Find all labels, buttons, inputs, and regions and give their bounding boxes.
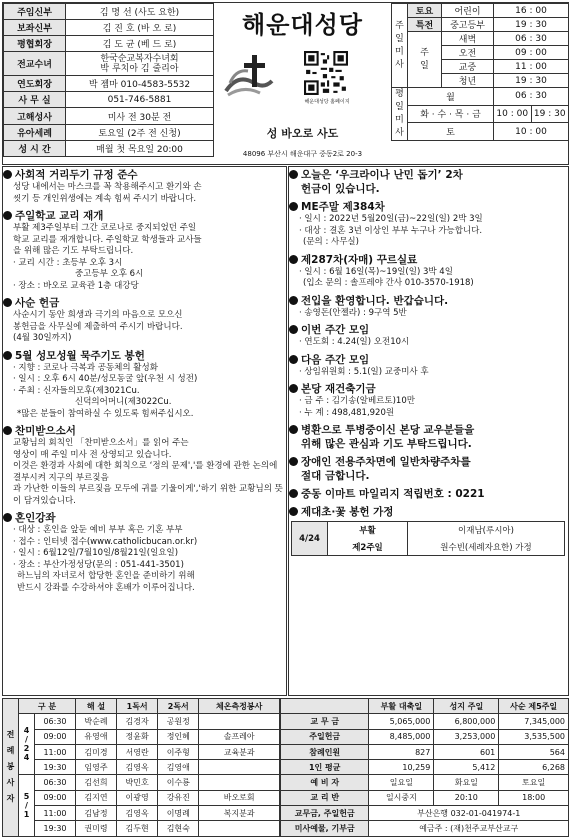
- notice-prayer: [289, 423, 568, 451]
- notice-title: 주일학교 교리 재개: [15, 210, 104, 222]
- notice-line: (4월 30일까지): [13, 333, 72, 343]
- mass-name: 중고등부: [442, 18, 494, 32]
- finance-value: 827: [369, 744, 434, 759]
- finance-row: [281, 760, 569, 775]
- bank-row: [281, 821, 569, 836]
- bank-label: 교무금, 주일헌금: [281, 806, 369, 821]
- catechumen-day: 화요일: [434, 775, 499, 790]
- staff-value: 토요일 (2주 전 신청): [66, 124, 214, 140]
- notice-section: [3, 511, 285, 594]
- notice-line: 중고등부 오후 6시: [75, 269, 144, 279]
- notice-line: (입소 문의 : 솔프레야 간사 010-3570-1918): [303, 278, 474, 288]
- staff-value: [66, 52, 214, 76]
- roster-cell: [199, 775, 280, 790]
- staff-role: 주임신부: [4, 4, 66, 20]
- bullet-icon: [289, 425, 298, 434]
- roster-head-cell: 1독서: [117, 699, 158, 714]
- catechumen-day: 일요일: [369, 775, 434, 790]
- bullet-icon: [3, 298, 12, 307]
- mass-name: 청년: [442, 74, 494, 88]
- notice-building-fund: [289, 382, 568, 419]
- notice-section: [3, 424, 285, 507]
- staff-value: 박 젬마 010-4583-5532: [66, 76, 214, 92]
- bank-row: [281, 806, 569, 821]
- finance-table: [280, 698, 569, 837]
- catechumen-day: 토요일: [499, 775, 569, 790]
- roster-cell: 임영주: [75, 760, 116, 775]
- notice-line: · 일시 : 2022년 5월20일(금)~22일(일) 2박 3일: [299, 214, 483, 224]
- bullet-icon: [289, 296, 298, 305]
- staff-value: 미사 전 30분 전: [66, 108, 214, 124]
- roster-date: 5 / 1: [19, 775, 35, 836]
- mass-time: 06 : 30: [494, 32, 569, 46]
- notice-flowers: [289, 505, 568, 556]
- notice-line: 봉헌금을 사무실에 제출하여 주시기 바랍니다.: [13, 321, 183, 332]
- roster-cell: 06:30: [35, 775, 76, 790]
- notice-line: · 누 계 : 498,481,920원: [299, 407, 395, 418]
- notice-line: 하느님의 자녀로서 합당한 혼인을 준비하기 위해: [17, 571, 195, 581]
- roster-cell: 11:00: [35, 806, 76, 821]
- flower-offering-table: [291, 521, 565, 556]
- roster-row: [3, 760, 280, 775]
- offer-family-2: 원수빈(세례자요한) 가정: [408, 539, 565, 556]
- notice-line: 교황님의 회칙인 「찬미받으소서」를 읽어 주는: [13, 438, 189, 448]
- notice-title: 혼인강좌: [15, 512, 56, 524]
- left-column: [3, 168, 285, 598]
- bullet-icon: [289, 355, 298, 364]
- catechism-time: 20:10: [434, 790, 499, 805]
- finance-value: 8,485,000: [369, 729, 434, 744]
- roster-cell: 박순례: [75, 714, 116, 729]
- roster-cell: 김선희: [75, 775, 116, 790]
- roster-cell: 김두현: [117, 821, 158, 836]
- roster-head-cell: 해 설: [75, 699, 116, 714]
- notice-emart: [289, 487, 568, 501]
- parish-address: 48096 부산시 해운대구 중동2로 20-3: [242, 150, 363, 158]
- sunday-mass-label: 주 일 미 사: [392, 4, 408, 88]
- catechism-row: [281, 790, 569, 805]
- notice-line: · 대상 : 혼인을 앞둔 예비 부부 혹은 기혼 부부: [13, 525, 183, 535]
- finance-value: 5,065,000: [369, 714, 434, 729]
- bullet-icon: [289, 489, 298, 498]
- notice-line: 을 위해 많은 기도 부탁드립니다.: [13, 246, 134, 256]
- header-center: [214, 3, 391, 164]
- staff-role: 유아세례: [4, 124, 66, 140]
- notice-line: · 장소 : 바오로 교육관 1층 대강당: [13, 280, 139, 291]
- finance-value: 564: [499, 744, 569, 759]
- notice-line: 부활 제3주일부터 그간 코로나로 중지되었던 주일: [13, 223, 197, 233]
- staff-row: [4, 4, 214, 20]
- bullet-icon: [289, 202, 298, 211]
- finance-value: 6,800,000: [434, 714, 499, 729]
- bank-account: 부산은행 032-01-041974-1: [369, 806, 569, 821]
- staff-table: [3, 3, 214, 157]
- mass-schedule-table: [391, 3, 569, 141]
- notice-line: (문의 : 사무실): [303, 237, 359, 247]
- roster-row: [3, 821, 280, 836]
- staff-name-2: 박 루치아 김 줄리아: [100, 63, 179, 74]
- bullet-icon: [3, 426, 12, 435]
- roster-vlabel: 전 례 봉 사 자: [3, 699, 19, 837]
- notice-this-week: [289, 323, 568, 349]
- notice-line: 이것은 환경과 사회에 대한 회칙으로 ‘정의 문제','를 환경에 관한 논의에 결부시켜 지구의 부르짖음: [13, 461, 278, 483]
- notice-line: · 주최 : 신자들의모후(제3021Cu.: [13, 385, 140, 396]
- notice-title: ME주말 제384차: [301, 201, 385, 213]
- staff-role: 보좌신부: [4, 20, 66, 36]
- right-column: [289, 168, 568, 560]
- staff-value: 매월 첫 목요일 20:00: [66, 140, 214, 156]
- mass-time: 11 : 00: [494, 60, 569, 74]
- roster-row: [3, 790, 280, 805]
- roster-cell: [199, 821, 280, 836]
- staff-value: 김 진 호 (바 오 로): [66, 20, 214, 36]
- notice-line: 과 가난한 이들의 부르짖음 모두에 귀를 기울이게','하기 위한 교황님의 뜻이 담겨있습니다.: [13, 484, 283, 506]
- notice-title-cont: 절대 금합니다.: [301, 470, 370, 482]
- roster-row: [3, 806, 280, 821]
- mass-time: 09 : 00: [494, 46, 569, 60]
- roster-cell: 공원정: [158, 714, 199, 729]
- finance-value: 3,253,000: [434, 729, 499, 744]
- notice-line: · 접수 : 인터넷 접수(www.catholicbucan.or.kr): [13, 536, 198, 547]
- roster-cell: 김지연: [75, 790, 116, 805]
- roster-cell: 김현숙: [158, 821, 199, 836]
- finance-value: 601: [434, 744, 499, 759]
- notice-title: 장애인 전용주차면에 일반차량주차를: [301, 456, 471, 468]
- liturgy-roster-table: [2, 698, 280, 837]
- monday-label: 월: [408, 88, 494, 106]
- roster-head-cell: 구 분: [19, 699, 76, 714]
- patron-saint: 성 바오로 사도: [266, 127, 339, 140]
- notice-line: 사순시기 동안 희생과 극기의 마음으로 모으신: [13, 310, 183, 320]
- roster-cell: 서영란: [117, 744, 158, 759]
- staff-row: [4, 92, 214, 108]
- notice-title: 오늘은 ‘우크라이나 난민 돕기’ 2차: [301, 169, 463, 181]
- notice-line: · 금 주 : 김기송(알베르토)10만: [299, 396, 415, 406]
- roster-cell: 이주형: [158, 744, 199, 759]
- staff-role: 사 무 실: [4, 92, 66, 108]
- notice-cursillo: [289, 253, 568, 290]
- roster-cell: 교육분과: [199, 744, 280, 759]
- staff-role: 고해성사: [4, 108, 66, 124]
- notice-line: 씻기 등 개인위생에는 계속 힘써 주시기 바랍니다.: [13, 193, 197, 204]
- notice-line: · 교리 시간 : 초등부 오후 3시: [13, 257, 123, 268]
- roster-cell: 솔프레아: [199, 729, 280, 744]
- mass-name: 교중: [442, 60, 494, 74]
- roster-cell: [199, 714, 280, 729]
- notice-title: 이번 주간 모임: [301, 324, 370, 336]
- bank-holder: 예금주 : (재)천주교부산교구: [369, 821, 569, 836]
- qr-caption: 해운대성당 홈페이지: [304, 99, 350, 105]
- notice-section: [3, 296, 285, 345]
- notice-line: 영상이 매 주일 미사 전 상영되고 있습니다.: [13, 449, 172, 460]
- notice-section: [3, 168, 285, 205]
- weekday-mass-label: 평 일 미 사: [392, 88, 408, 141]
- roster-head-cell: 2독서: [158, 699, 199, 714]
- staff-role: 성 시 간: [4, 140, 66, 156]
- bottom-section: [2, 698, 569, 837]
- notice-title-cont: 헌금이 있습니다.: [301, 183, 380, 195]
- roster-cell: 09:00: [35, 729, 76, 744]
- bullet-icon: [3, 513, 12, 522]
- bullet-icon: [3, 211, 12, 220]
- catechism-time: 일시중지: [369, 790, 434, 805]
- roster-cell: 권미령: [75, 821, 116, 836]
- header-section: [2, 2, 569, 165]
- finance-label: 교 무 금: [281, 714, 369, 729]
- notice-title: 찬미받으소서: [15, 425, 76, 437]
- roster-cell: 19:30: [35, 821, 76, 836]
- staff-role: 평협회장: [4, 36, 66, 52]
- roster-cell: [199, 760, 280, 775]
- finance-head-cell: 부활 대축일: [369, 699, 434, 714]
- staff-value: 051-746-5881: [66, 92, 214, 108]
- mass-name: 어린이: [442, 4, 494, 18]
- notice-line: · 송영돈(안젤라) : 9구역 5반: [299, 307, 407, 318]
- bullet-icon: [289, 384, 298, 393]
- finance-head-cell: [281, 699, 369, 714]
- roster-cell: 복지분과: [199, 806, 280, 821]
- roster-cell: 김영옥: [117, 806, 158, 821]
- notice-line: · 일시 : 6월 16일(목)~19일(일) 3박 4일: [299, 266, 453, 277]
- saturday-weekday-time: 10 : 00: [494, 123, 569, 141]
- notice-line: 반드시 강좌를 수강하셔야 혼배가 이루어집니다.: [17, 582, 195, 593]
- notice-line: *많은 분들이 참여하실 수 있도록 힘써주십시오.: [17, 408, 194, 419]
- mass-time: 19 : 30: [494, 74, 569, 88]
- finance-label: 참례인원: [281, 744, 369, 759]
- roster-cell: 바오로회: [199, 790, 280, 805]
- special-label: 특전: [408, 18, 442, 32]
- bullet-icon: [289, 325, 298, 334]
- catechumen-row: [281, 775, 569, 790]
- tue-fri-time-2: 19 : 30: [531, 105, 569, 123]
- sunday-inner-label: 주 일: [408, 32, 442, 88]
- roster-cell: 김남정: [75, 806, 116, 821]
- notice-line: 신덕의어머니(제3022Cu.: [75, 397, 172, 407]
- mass-time: 19 : 30: [494, 18, 569, 32]
- bullet-icon: [289, 507, 298, 516]
- finance-label: 교 리 반: [281, 790, 369, 805]
- staff-value: 김 명 선 (사도 요한): [66, 4, 214, 20]
- finance-row: [281, 729, 569, 744]
- bullet-icon: [3, 170, 12, 179]
- staff-row: [4, 76, 214, 92]
- staff-value: 김 도 균 (베 드 로): [66, 36, 214, 52]
- roster-head-cell: 체온측정봉사: [199, 699, 280, 714]
- finance-header: [281, 699, 569, 714]
- notice-section: [3, 349, 285, 421]
- roster-date: 4 / 2 4: [19, 714, 35, 775]
- notice-title-cont: 위해 많은 관심과 기도 부탁드립니다.: [301, 438, 472, 450]
- notice-title: 병환으로 투병중이신 본당 교우분들을: [301, 424, 475, 436]
- roster-cell: 김영옥: [117, 760, 158, 775]
- bullet-icon: [3, 351, 12, 360]
- notice-title: 본당 재건축기금: [301, 383, 376, 395]
- notice-title: 사순 헌금: [15, 297, 60, 309]
- notice-line: · 대상 : 결혼 3년 이상인 부부 누구나 가능합니다.: [299, 225, 483, 236]
- notice-next-week: [289, 353, 568, 379]
- roster-cell: 19:30: [35, 760, 76, 775]
- staff-row: [4, 36, 214, 52]
- staff-row: [4, 140, 214, 156]
- saturday-weekday-label: 토: [408, 123, 494, 141]
- notice-line: 학교 교리를 재개합니다. 주일학교 학생들과 교사들: [13, 234, 202, 245]
- notice-ukraine: [289, 168, 568, 196]
- saturday-label: 토요: [408, 4, 442, 18]
- monday-time: 06 : 30: [494, 88, 569, 106]
- staff-role: 연도회장: [4, 76, 66, 92]
- catechism-time: 18:00: [499, 790, 569, 805]
- roster-row: [3, 714, 280, 729]
- notice-title: 중동 이마트 마일리지 적립번호 : 0221: [301, 488, 485, 500]
- finance-head-cell: 성지 주일: [434, 699, 499, 714]
- roster-header: [3, 699, 280, 714]
- mass-name: 오전: [442, 46, 494, 60]
- roster-cell: 박민호: [117, 775, 158, 790]
- offer-date: 4/24: [292, 522, 328, 556]
- staff-row: [4, 52, 214, 76]
- finance-value: 7,345,000: [499, 714, 569, 729]
- staff-row: [4, 108, 214, 124]
- notice-line: · 상임위원회 : 5.1(일) 교중미사 후: [299, 366, 429, 377]
- finance-label: 1인 평균: [281, 760, 369, 775]
- parish-logo-icon: [224, 53, 274, 99]
- roster-row: [3, 729, 280, 744]
- finance-value: 5,412: [434, 760, 499, 775]
- roster-row: [3, 775, 280, 790]
- roster-cell: 정윤화: [117, 729, 158, 744]
- notice-line: · 연도회 : 4.24(일) 오전10시: [299, 337, 410, 347]
- notice-line: · 장소 : 부산가정성당(문의 : 051-441-3501): [13, 559, 184, 570]
- staff-row: [4, 20, 214, 36]
- tue-fri-time-1: 10 : 00: [494, 105, 532, 123]
- finance-label: 주일헌금: [281, 729, 369, 744]
- finance-value: 10,259: [369, 760, 434, 775]
- notice-line: · 지향 : 코로나 극복과 공동체의 활성화: [13, 362, 158, 373]
- notice-parking: [289, 455, 568, 483]
- parish-title: 해운대성당: [242, 11, 363, 39]
- qr-code-icon[interactable]: [304, 51, 348, 95]
- roster-cell: 정인혜: [158, 729, 199, 744]
- notice-line: · 일시 : 6월12일/7월10일/8월21일(일요일): [13, 548, 179, 558]
- notice-title: 제대초·꽃 봉헌 가정: [301, 506, 394, 518]
- tue-fri-label: 화 · 수 · 목 · 금: [408, 105, 494, 123]
- staff-name: 한국순교복자수녀회: [100, 53, 179, 64]
- staff-role: 전교수녀: [4, 52, 66, 76]
- bullet-icon: [289, 170, 298, 179]
- notice-line: 성당 내에서는 마스크를 꼭 착용해주시고 환기와 손: [13, 182, 202, 192]
- roster-cell: 이광영: [117, 790, 158, 805]
- notice-title: 전입을 환영합니다. 반갑습니다.: [301, 294, 449, 307]
- offer-feast-2: 제2주일: [328, 539, 408, 556]
- bank-label: 미사예물, 기부금: [281, 821, 369, 836]
- staff-row: [4, 124, 214, 140]
- finance-row: [281, 714, 569, 729]
- finance-value: 3,535,500: [499, 729, 569, 744]
- roster-cell: 11:00: [35, 744, 76, 759]
- finance-value: 6,268: [499, 760, 569, 775]
- bottom-table: [2, 698, 569, 837]
- mass-name: 새벽: [442, 32, 494, 46]
- notice-section: [3, 209, 285, 292]
- roster-cell: 이수룡: [158, 775, 199, 790]
- offer-family-1: 이재남(루시아): [408, 522, 565, 539]
- roster-cell: 09:00: [35, 790, 76, 805]
- roster-cell: 김경자: [117, 714, 158, 729]
- roster-cell: 강유진: [158, 790, 199, 805]
- bullet-icon: [289, 255, 298, 264]
- finance-row: [281, 744, 569, 759]
- offer-feast: 부활: [328, 522, 408, 539]
- finance-head-cell: 사순 제5주일: [499, 699, 569, 714]
- notice-title: 제287차(자매) 꾸르실료: [301, 253, 418, 266]
- notice-title: 다음 주간 모임: [301, 353, 370, 366]
- notice-title: 5월 성모성월 묵주기도 봉헌: [15, 349, 145, 362]
- notice-line: · 일시 : 오후 6시 40분/성모동굴 앞(우천 시 성전): [13, 374, 198, 384]
- mass-time: 16 : 00: [494, 4, 569, 18]
- roster-cell: 김미경: [75, 744, 116, 759]
- notice-me: [289, 200, 568, 249]
- finance-label: 예 비 자: [281, 775, 369, 790]
- bullet-icon: [289, 457, 298, 466]
- notice-title: 사회적 거리두기 규정 준수: [15, 169, 138, 181]
- roster-cell: 이명례: [158, 806, 199, 821]
- roster-row: [3, 744, 280, 759]
- roster-cell: 김영애: [158, 760, 199, 775]
- notice-welcome: [289, 294, 568, 320]
- roster-cell: 06:30: [35, 714, 76, 729]
- roster-cell: 유영애: [75, 729, 116, 744]
